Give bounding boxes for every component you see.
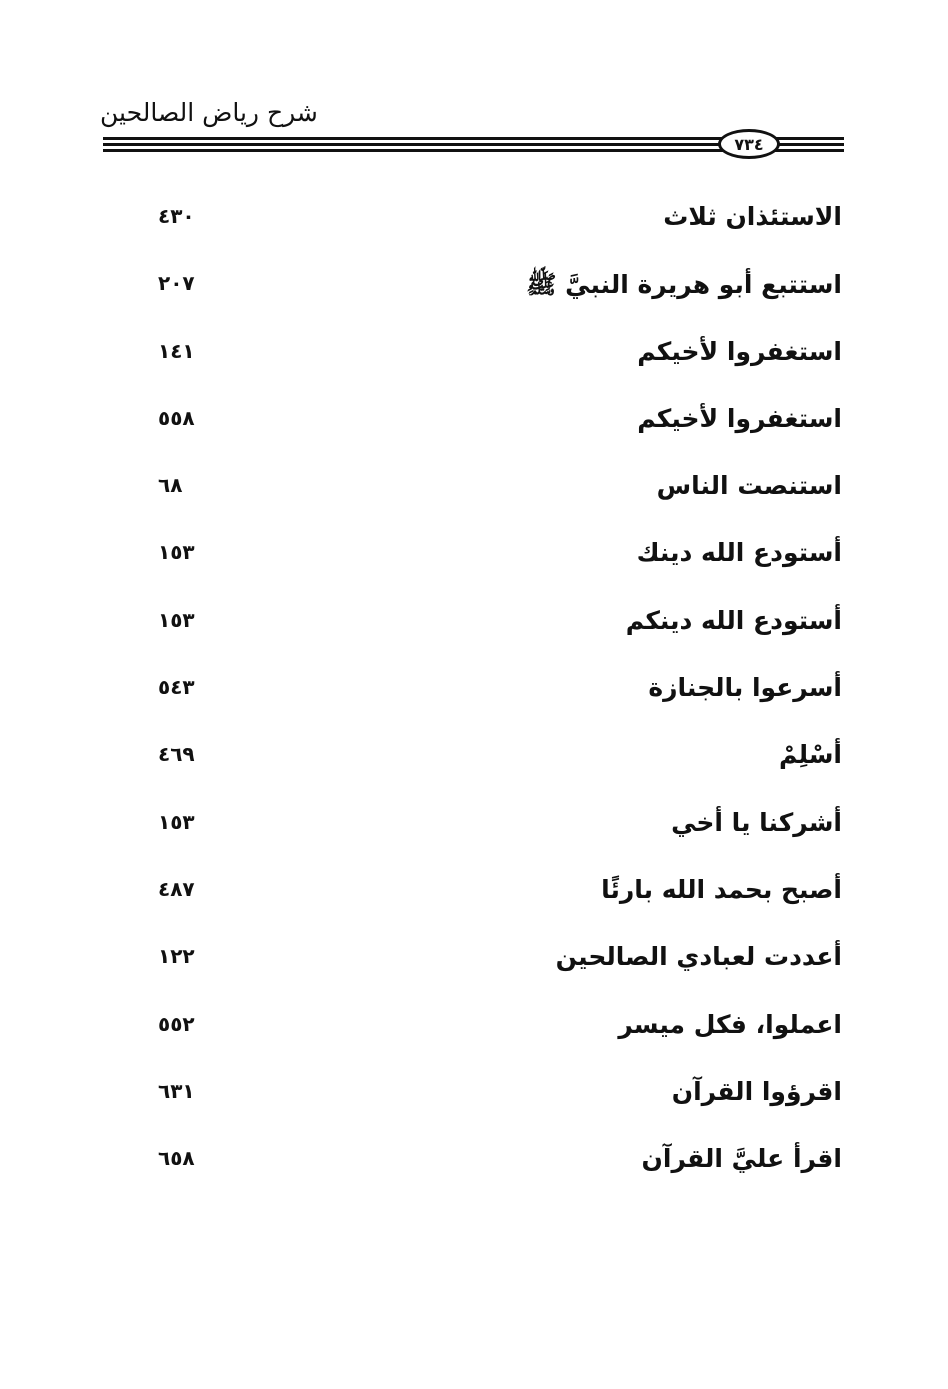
entry-text: اعملوا، فكل ميسر xyxy=(618,1009,842,1039)
page-number: ٧٣٤ xyxy=(734,134,764,154)
entry-page-number: ٥٥٨ xyxy=(158,405,195,430)
entry-page-number: ٦٥٨ xyxy=(158,1146,195,1171)
index-entry xyxy=(130,202,842,269)
entry-text: استنصت الناس xyxy=(656,471,842,501)
entry-page-number: ١٥٣ xyxy=(158,607,195,632)
running-header-title: شرح رياض الصالحين xyxy=(100,98,318,127)
entry-page-number: ٥٥٢ xyxy=(158,1011,195,1036)
entry-text: أسْلِمْ xyxy=(779,740,842,770)
entry-page-number: ٢٠٧ xyxy=(158,271,195,296)
entry-text: اقرأ عليَّ القرآن xyxy=(641,1144,842,1174)
index-list xyxy=(130,202,842,1211)
entry-text: الاستئذان ثلاث xyxy=(663,202,842,231)
index-entry xyxy=(130,404,842,471)
entry-page-number: ١٤١ xyxy=(158,338,195,363)
entry-page-number: ٤٣٠ xyxy=(158,204,195,228)
entry-text: أستودع الله دينك xyxy=(636,538,842,568)
entry-text: استغفروا لأخيكم xyxy=(637,336,842,366)
entry-page-number: ١٥٣ xyxy=(158,809,195,834)
entry-text: أشركنا يا أخي xyxy=(671,807,842,837)
entry-page-number: ٥٤٣ xyxy=(158,675,195,700)
index-entry xyxy=(130,337,842,404)
entry-page-number: ١٥٣ xyxy=(158,540,195,565)
entry-text: أعددت لعبادي الصالحين xyxy=(555,942,842,972)
entry-text: استتبع أبو هريرة النبيَّ ﷺ xyxy=(526,270,842,300)
entry-page-number: ٦٣١ xyxy=(158,1078,195,1103)
entry-page-number: ٤٨٧ xyxy=(158,876,195,901)
index-entry xyxy=(130,740,842,807)
entry-text: أسرعوا بالجنازة xyxy=(648,673,842,703)
entry-text: أصبح بحمد الله بارئًا xyxy=(601,874,842,904)
entry-page-number: ٤٦٩ xyxy=(158,742,195,767)
index-entry xyxy=(130,538,842,605)
page-number-badge xyxy=(718,129,780,159)
entry-page-number: ١٢٢ xyxy=(158,944,195,969)
entry-text: اقرؤوا القرآن xyxy=(671,1076,842,1106)
index-entry xyxy=(130,606,842,673)
entry-text: أستودع الله دينكم xyxy=(625,605,842,635)
entry-text: استغفروا لأخيكم xyxy=(637,403,842,433)
index-entry xyxy=(130,269,842,336)
index-entry xyxy=(130,1077,842,1144)
index-entry xyxy=(130,875,842,942)
index-entry xyxy=(130,942,842,1009)
index-entry xyxy=(130,1144,842,1211)
index-entry xyxy=(130,471,842,538)
entry-page-number: ٦٨ xyxy=(158,473,183,498)
index-entry xyxy=(130,1010,842,1077)
index-entry xyxy=(130,808,842,875)
index-entry xyxy=(130,673,842,740)
